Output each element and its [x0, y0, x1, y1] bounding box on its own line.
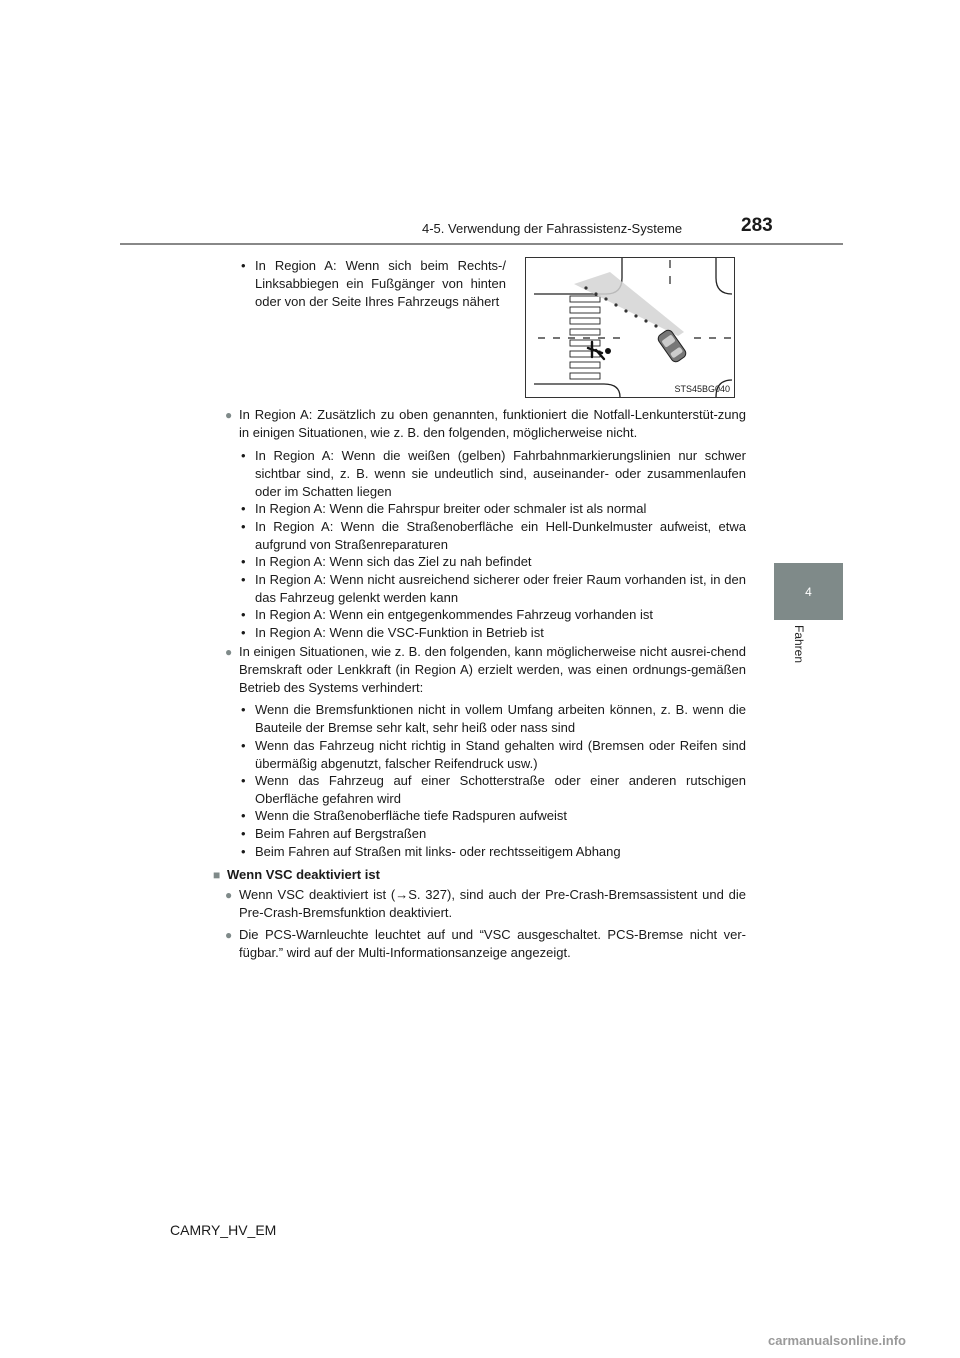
section1-item-text: In Region A: Wenn die VSC-Funktion in Betrieb ist [255, 625, 544, 640]
bullet-glyph: • [241, 738, 246, 753]
section1-item-text: In Region A: Wenn die Fahrspur breiter oder schmaler ist als normal [255, 501, 647, 516]
square-bullet-icon: ■ [213, 868, 221, 882]
bullet-glyph: • [241, 773, 246, 788]
section1-item-text: In Region A: Wenn die weißen (gelben) Fahrbahnmarkierungslinien nur schwer sichtbar sind, z. B. wenn sie undeutlich sind, auseinander- oder zusammenlaufen oder im Schatten liegen [255, 448, 746, 499]
circle-bullet-icon: ● [225, 408, 233, 422]
bullet-glyph: • [241, 826, 246, 841]
model-code: CAMRY_HV_EM [170, 1222, 277, 1238]
bullet-glyph: • [241, 844, 246, 859]
section2-item-text: Wenn das Fahrzeug nicht richtig in Stand gehalten wird (Bremsen oder Reifen sind übermäßig abgenutzt, falscher Reifendruck usw.) [255, 738, 746, 771]
section2-item [241, 843, 746, 861]
section2-item-text: Beim Fahren auf Bergstraßen [255, 826, 427, 841]
bullet-glyph: • [241, 258, 246, 273]
chapter-tab [774, 563, 843, 620]
page-number: 283 [741, 215, 773, 236]
chapter-label-wrap [792, 625, 814, 675]
section1-item [241, 606, 746, 624]
crossing-illustration [526, 258, 734, 397]
section2-item-text: Wenn die Bremsfunktionen nicht in vollem Umfang arbeiten können, z. B. wenn die Bauteile der Bremse sehr kalt, sehr heiß oder nass sind [255, 702, 746, 735]
section2-item-text: Beim Fahren auf Straßen mit links- oder rechtsseitigem Abhang [255, 844, 621, 859]
figure-code: STS45BG040 [674, 384, 730, 394]
section1-lead [225, 406, 746, 442]
section1-item-text: In Region A: Wenn sich das Ziel zu nah befindet [255, 554, 532, 569]
section2-item-text: Wenn das Fahrzeug auf einer Schotterstraße oder einer anderen rutschigen Oberfläche gefahren wird [255, 773, 746, 806]
vsc-paragraph-1 [225, 886, 746, 922]
section1-item [241, 571, 746, 607]
header-divider [120, 243, 843, 245]
circle-bullet-icon: ● [225, 928, 233, 942]
chapter-number: 4 [805, 585, 812, 599]
section1-lead-text: In Region A: Zusätzlich zu oben genannten, funktioniert die Notfall-Lenkunterstüt-zung in einigen Situationen, wie z. B. den folgenden, möglicherweise nicht. [239, 407, 746, 440]
section-title: 4-5. Verwendung der Fahrassistenz-Systeme [422, 221, 683, 236]
bullet-glyph: • [241, 702, 246, 717]
section2-lead [225, 643, 746, 697]
section2-lead-text: In einigen Situationen, wie z. B. den folgenden, kann möglicherweise nicht ausrei-chend Bremskraft oder Lenkkraft (in Region A) erzielt werden, was einen ordnungs-gemäßen Betrieb des Systems verhindert: [239, 644, 746, 695]
bullet-glyph: • [241, 572, 246, 587]
bullet-glyph: • [241, 554, 246, 569]
section2-item-text: Wenn die Straßenoberfläche tiefe Radspuren aufweist [255, 808, 567, 823]
section1-item [241, 447, 746, 501]
section2-item [241, 825, 746, 843]
section1-item-text: In Region A: Wenn nicht ausreichend sicherer oder freier Raum vorhanden ist, in den das Fahrzeug gelenkt werden kann [255, 572, 746, 605]
section2-item [241, 807, 746, 825]
section2-item [241, 737, 746, 773]
circle-bullet-icon: ● [225, 645, 233, 659]
pedestrian-crossing-figure [525, 257, 735, 398]
section2-item [241, 772, 746, 808]
section1-item-text: In Region A: Wenn ein entgegenkommendes Fahrzeug vorhanden ist [255, 607, 653, 622]
vsc-paragraph-2-text: Die PCS-Warnleuchte leuchtet auf und “VSC ausgeschaltet. PCS-Bremse nicht ver-fügbar.” wird auf der Multi-Informationsanzeige angezeigt. [239, 927, 746, 960]
bullet-glyph: • [241, 519, 246, 534]
section1-item [241, 624, 746, 642]
vsc-paragraph-2 [225, 926, 746, 962]
vsc-heading-text: Wenn VSC deaktiviert ist [227, 867, 380, 882]
bullet-glyph: • [241, 607, 246, 622]
section1-item [241, 518, 746, 554]
section1-item-text: In Region A: Wenn die Straßenoberfläche ein Hell-Dunkelmuster aufweist, etwa aufgrund von Straßenreparaturen [255, 519, 746, 552]
circle-bullet-icon: ● [225, 888, 233, 902]
intro-bullet [241, 257, 506, 311]
bullet-glyph: • [241, 501, 246, 516]
vsc-heading [213, 866, 746, 884]
section1-item [241, 553, 746, 571]
bullet-glyph: • [241, 808, 246, 823]
chapter-label: Fahren [792, 625, 806, 664]
bullet-glyph: • [241, 448, 246, 463]
bullet-glyph: • [241, 625, 246, 640]
intro-bullet-text: In Region A: Wenn sich beim Rechts-/ Linksabbiegen ein Fußgänger von hinten oder von der Seite Ihres Fahrzeugs nähert [255, 258, 506, 309]
section2-item [241, 701, 746, 737]
vsc-paragraph-1-text: Wenn VSC deaktiviert ist (→S. 327), sind auch der Pre-Crash-Bremsassistent und die Pre-Crash-Bremsfunktion deaktiviert. [239, 887, 746, 920]
watermark: carmanualsonline.info [768, 1333, 906, 1348]
section1-item [241, 500, 746, 518]
